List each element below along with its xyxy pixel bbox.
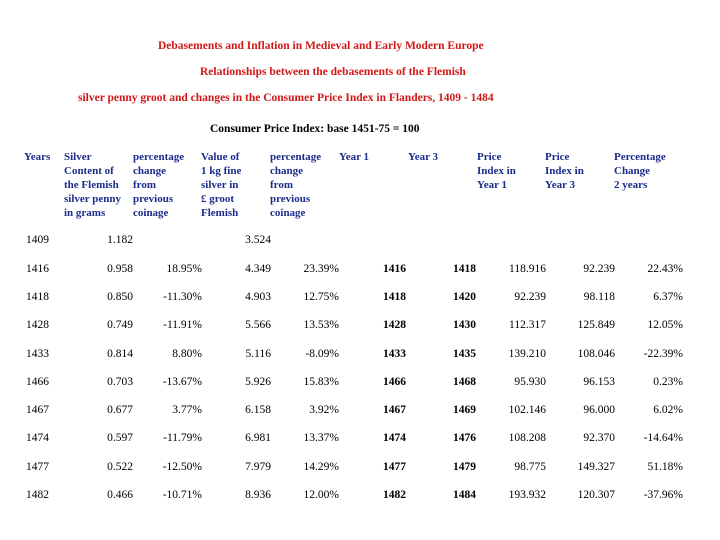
header-line: Year 3 bbox=[545, 179, 576, 191]
cell-pct-value: -8.09% bbox=[305, 348, 339, 360]
header-line: from bbox=[270, 179, 294, 191]
cell-pct2: -14.64% bbox=[643, 432, 683, 444]
header-line: silver in bbox=[201, 179, 239, 191]
header-line: previous bbox=[133, 193, 174, 205]
cell-p3: 108.046 bbox=[577, 348, 615, 360]
header-line: the Flemish bbox=[64, 179, 119, 191]
header-line: silver penny bbox=[64, 193, 121, 205]
cell-p3: 98.118 bbox=[583, 291, 615, 303]
cell-p3: 120.307 bbox=[577, 489, 615, 501]
cell-p1: 112.317 bbox=[509, 319, 546, 331]
cell-y1: 1467 bbox=[383, 404, 406, 416]
header-line: Change bbox=[614, 165, 651, 177]
header-line: Year 1 bbox=[477, 179, 508, 191]
header-line: £ groot bbox=[201, 193, 235, 205]
cell-pct2: -22.39% bbox=[643, 348, 683, 360]
cell-y1: 1474 bbox=[383, 432, 406, 444]
cell-pct-silver: -11.91% bbox=[163, 319, 202, 331]
table-row bbox=[0, 461, 720, 475]
cell-silver: 0.749 bbox=[107, 319, 133, 331]
header-col-4 bbox=[270, 150, 321, 220]
cell-pct-value: 14.29% bbox=[303, 461, 339, 473]
cell-value: 4.349 bbox=[245, 263, 271, 275]
cell-y1: 1482 bbox=[383, 489, 406, 501]
header-line: from bbox=[133, 179, 157, 191]
cell-pct-value: 12.00% bbox=[303, 489, 339, 501]
header-col-1 bbox=[64, 150, 121, 220]
cell-silver: 0.850 bbox=[107, 291, 133, 303]
header-col-3 bbox=[201, 150, 241, 220]
cell-p1: 193.932 bbox=[508, 489, 546, 501]
cell-year: 1416 bbox=[26, 263, 49, 275]
cell-year: 1482 bbox=[26, 489, 49, 501]
cell-pct-silver: 8.80% bbox=[172, 348, 202, 360]
header-line: change bbox=[270, 165, 303, 177]
cell-silver: 1.182 bbox=[107, 234, 133, 246]
cell-silver: 0.703 bbox=[107, 376, 133, 388]
cell-pct2: -37.96% bbox=[643, 489, 683, 501]
cell-pct-value: 3.92% bbox=[309, 404, 339, 416]
cell-value: 6.158 bbox=[245, 404, 271, 416]
header-line: percentage bbox=[133, 151, 185, 163]
cell-value: 5.926 bbox=[245, 376, 271, 388]
cell-y1: 1477 bbox=[383, 461, 406, 473]
header-line: Silver bbox=[64, 151, 92, 163]
header-line: percentage bbox=[270, 151, 322, 163]
cell-y3: 1435 bbox=[453, 348, 476, 360]
cell-value: 8.936 bbox=[245, 489, 271, 501]
header-line: Price bbox=[545, 151, 570, 163]
cell-value: 4.903 bbox=[245, 291, 271, 303]
cell-p1: 92.239 bbox=[514, 291, 546, 303]
header-line: Price bbox=[477, 151, 502, 163]
header-line: Index in bbox=[545, 165, 584, 177]
cell-pct-silver: -11.79% bbox=[163, 432, 202, 444]
cell-y1: 1428 bbox=[383, 319, 406, 331]
header-col-5 bbox=[339, 150, 369, 164]
cell-year: 1474 bbox=[26, 432, 49, 444]
cell-silver: 0.522 bbox=[107, 461, 133, 473]
cell-year: 1409 bbox=[26, 234, 49, 246]
cell-p1: 95.930 bbox=[514, 376, 546, 388]
table-row bbox=[0, 489, 720, 503]
header-col-6 bbox=[408, 150, 438, 164]
cell-pct-silver: -11.30% bbox=[163, 291, 202, 303]
table-row bbox=[0, 376, 720, 390]
title-line-1: Debasements and Inflation in Medieval and Early Modern Europe bbox=[158, 40, 484, 52]
cell-p3: 96.153 bbox=[583, 376, 615, 388]
header-col-9 bbox=[614, 150, 666, 192]
cell-pct-value: 13.53% bbox=[303, 319, 339, 331]
cell-year: 1466 bbox=[26, 376, 49, 388]
cell-p3: 92.370 bbox=[583, 432, 615, 444]
header-line: Flemish bbox=[201, 207, 239, 219]
cell-y3: 1468 bbox=[453, 376, 476, 388]
cell-year: 1428 bbox=[26, 319, 49, 331]
cell-y1: 1433 bbox=[383, 348, 406, 360]
cell-value: 6.981 bbox=[245, 432, 271, 444]
cell-silver: 0.958 bbox=[107, 263, 133, 275]
cell-pct-silver: 18.95% bbox=[166, 263, 202, 275]
cell-pct2: 0.23% bbox=[653, 376, 683, 388]
cell-y3: 1430 bbox=[453, 319, 476, 331]
header-col-2 bbox=[133, 150, 184, 220]
cell-y1: 1418 bbox=[383, 291, 406, 303]
header-line: coinage bbox=[270, 207, 306, 219]
cell-year: 1477 bbox=[26, 461, 49, 473]
cell-p1: 102.146 bbox=[508, 404, 546, 416]
cell-value: 3.524 bbox=[245, 234, 271, 246]
cell-p1: 118.916 bbox=[509, 263, 546, 275]
cell-y3: 1484 bbox=[453, 489, 476, 501]
header-line: Year 1 bbox=[339, 151, 370, 163]
cell-pct2: 22.43% bbox=[647, 263, 683, 275]
table-row bbox=[0, 432, 720, 446]
cell-silver: 0.597 bbox=[107, 432, 133, 444]
table-row bbox=[0, 263, 720, 277]
cell-y3: 1469 bbox=[453, 404, 476, 416]
cell-p3: 149.327 bbox=[577, 461, 615, 473]
cell-p1: 108.208 bbox=[508, 432, 546, 444]
cell-pct-value: 15.83% bbox=[303, 376, 339, 388]
table-row bbox=[0, 291, 720, 305]
header-line: 2 years bbox=[614, 179, 648, 191]
table-row bbox=[0, 234, 720, 248]
header-line: Content of bbox=[64, 165, 114, 177]
cell-silver: 0.814 bbox=[107, 348, 133, 360]
cell-y3: 1420 bbox=[453, 291, 476, 303]
cell-pct-silver: -13.67% bbox=[162, 376, 202, 388]
cell-year: 1467 bbox=[26, 404, 49, 416]
cell-y1: 1466 bbox=[383, 376, 406, 388]
cell-p3: 125.849 bbox=[577, 319, 615, 331]
cell-pct2: 51.18% bbox=[647, 461, 683, 473]
header-line: previous bbox=[270, 193, 311, 205]
cell-silver: 0.677 bbox=[107, 404, 133, 416]
table-row bbox=[0, 404, 720, 418]
cell-value: 5.566 bbox=[245, 319, 271, 331]
title-line-3: silver penny groot and changes in the Consumer Price Index in Flanders, 1409 - 1484 bbox=[78, 92, 494, 104]
cell-p1: 139.210 bbox=[508, 348, 546, 360]
cell-value: 7.979 bbox=[245, 461, 271, 473]
header-col-8 bbox=[545, 150, 584, 192]
cell-pct-silver: -12.50% bbox=[162, 461, 202, 473]
header-line: Years bbox=[24, 151, 51, 163]
cell-p3: 92.239 bbox=[583, 263, 615, 275]
table-row bbox=[0, 319, 720, 333]
header-col-0 bbox=[24, 150, 50, 164]
header-line: Value of bbox=[201, 151, 240, 163]
cell-y3: 1476 bbox=[453, 432, 476, 444]
cell-pct-silver: -10.71% bbox=[162, 489, 202, 501]
title-line-2: Relationships between the debasements of the Flemish bbox=[200, 66, 466, 78]
table-row bbox=[0, 348, 720, 362]
header-line: Percentage bbox=[614, 151, 666, 163]
header-line: 1 kg fine bbox=[201, 165, 242, 177]
header-col-7 bbox=[477, 150, 516, 192]
cell-year: 1433 bbox=[26, 348, 49, 360]
cell-pct-value: 23.39% bbox=[303, 263, 339, 275]
cell-pct2: 6.37% bbox=[653, 291, 683, 303]
header-line: Year 3 bbox=[408, 151, 439, 163]
cell-p1: 98.775 bbox=[514, 461, 546, 473]
cell-pct-value: 12.75% bbox=[303, 291, 339, 303]
header-line: coinage bbox=[133, 207, 169, 219]
cell-y1: 1416 bbox=[383, 263, 406, 275]
header-line: in grams bbox=[64, 207, 106, 219]
cell-value: 5.116 bbox=[245, 348, 271, 360]
cell-pct2: 6.02% bbox=[653, 404, 683, 416]
cell-p3: 96.000 bbox=[583, 404, 615, 416]
header-line: Index in bbox=[477, 165, 516, 177]
cell-year: 1418 bbox=[26, 291, 49, 303]
cell-pct-silver: 3.77% bbox=[172, 404, 202, 416]
cell-silver: 0.466 bbox=[107, 489, 133, 501]
cell-y3: 1418 bbox=[453, 263, 476, 275]
header-line: change bbox=[133, 165, 166, 177]
cell-pct2: 12.05% bbox=[647, 319, 683, 331]
cpi-base-caption: Consumer Price Index: base 1451-75 = 100 bbox=[210, 123, 420, 135]
cell-pct-value: 13.37% bbox=[303, 432, 339, 444]
cell-y3: 1479 bbox=[453, 461, 476, 473]
